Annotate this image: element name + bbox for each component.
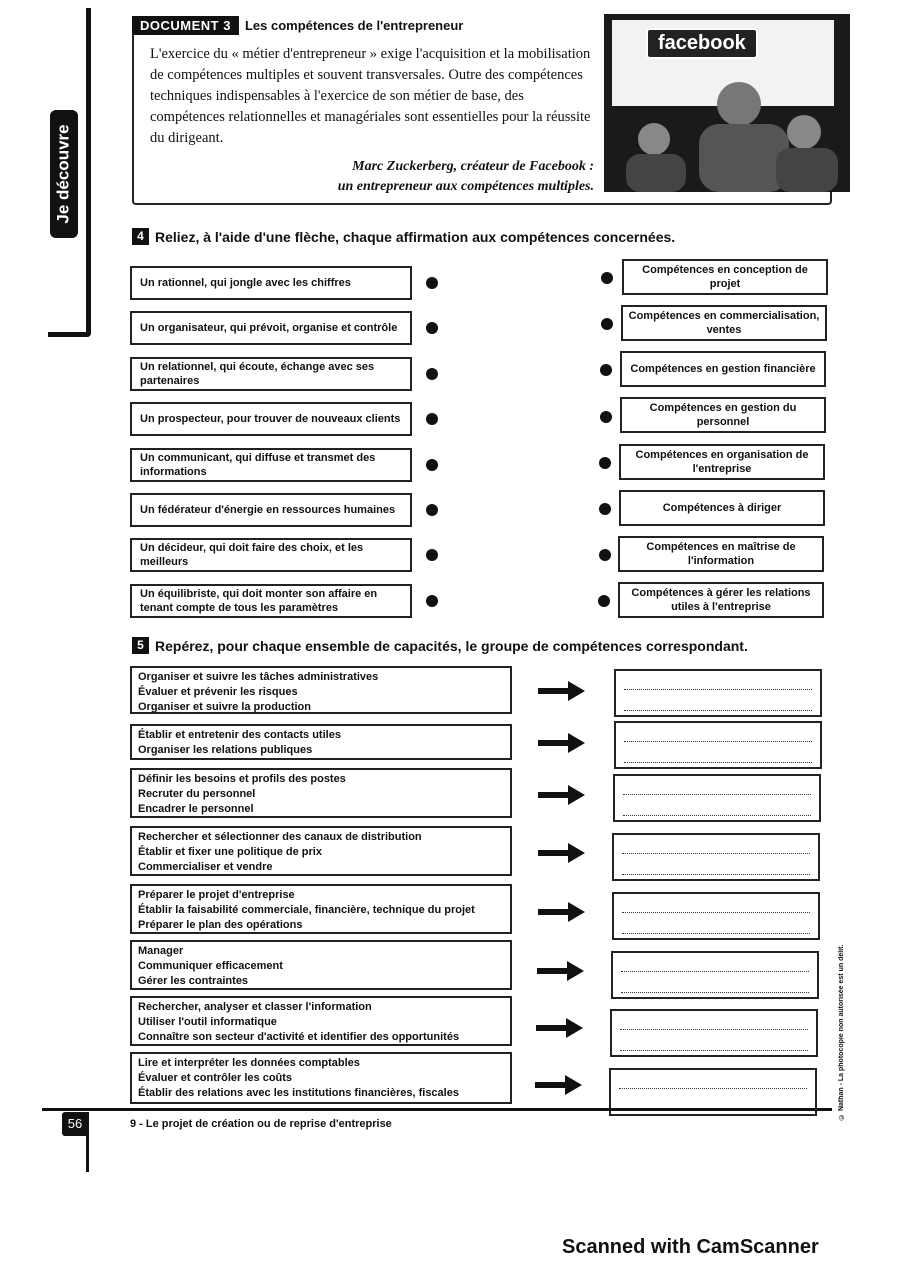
arrow-right-icon <box>536 1017 584 1039</box>
capacity-line: Établir des relations avec les institutions financières, fiscales <box>138 1087 459 1099</box>
arrow-right-icon <box>537 960 585 982</box>
section4-number: 4 <box>132 228 149 245</box>
capacity-line: Connaître son secteur d'activité et identifier des opportunités <box>138 1031 460 1043</box>
competence-box: Compétences à gérer les relations utiles à l'entreprise <box>618 582 824 618</box>
arrow-right-icon <box>538 784 586 806</box>
capacity-box <box>130 768 512 818</box>
facebook-logo: facebook <box>646 28 758 59</box>
zuckerberg-photo <box>604 14 850 192</box>
statement-dot[interactable] <box>426 277 438 289</box>
capacity-line: Rechercher, analyser et classer l'information <box>138 1001 372 1013</box>
page-number: 56 <box>62 1112 88 1136</box>
statement-box: Un organisateur, qui prévoit, organise et contrôle <box>130 311 412 345</box>
answer-field[interactable] <box>613 774 821 822</box>
arrow-right-icon <box>535 1074 583 1096</box>
document-header <box>132 14 463 36</box>
competence-dot[interactable] <box>600 364 612 376</box>
competence-box: Compétences en gestion du personnel <box>620 397 826 433</box>
capacity-box <box>130 1052 512 1104</box>
statement-dot[interactable] <box>426 549 438 561</box>
section4-header <box>132 228 675 246</box>
capacity-box <box>130 826 512 876</box>
capacity-line: Établir la faisabilité commerciale, financière, technique du projet <box>138 904 475 916</box>
section4-title: Reliez, à l'aide d'une flèche, chaque affirmation aux compétences concernées. <box>155 228 676 245</box>
competence-dot[interactable] <box>599 457 611 469</box>
copyright-notice: © Nathan - La photocopie non autorisée est un délit. <box>838 944 845 1120</box>
capacity-line: Évaluer et contrôler les coûts <box>138 1072 293 1084</box>
caption-line-2: un entrepreneur aux compétences multiples. <box>337 179 594 194</box>
capacity-box <box>130 940 512 990</box>
arrow-right-icon <box>538 842 586 864</box>
capacity-box <box>130 724 512 760</box>
document-title: Les compétences de l'entrepreneur <box>244 17 464 33</box>
competence-box: Compétences en maîtrise de l'information <box>618 536 824 572</box>
competence-dot[interactable] <box>598 595 610 607</box>
document-caption <box>250 157 594 197</box>
arrow-right-icon <box>538 901 586 923</box>
competence-box: Compétences à diriger <box>619 490 825 526</box>
competence-dot[interactable] <box>599 549 611 561</box>
competence-box: Compétences en gestion financière <box>620 351 826 387</box>
document-tag: DOCUMENT 3 <box>132 16 239 35</box>
competence-dot[interactable] <box>601 272 613 284</box>
capacity-line: Organiser et suivre la production <box>138 701 311 713</box>
answer-field[interactable] <box>612 833 820 881</box>
capacity-line: Organiser et suivre les tâches administratives <box>138 671 379 683</box>
capacity-line: Lire et interpréter les données comptables <box>138 1057 360 1069</box>
capacity-line: Communiquer efficacement <box>138 960 283 972</box>
document-text: L'exercice du « métier d'entrepreneur » exige l'acquisition et la mobilisation de compétences multiples et souvent transversales. Outre des compétences techniques indispensables à l'exercice de son métier de base, des compétences relationnelles et managériales sont essentielles pour la réussite du dirigeant. <box>150 46 591 146</box>
competence-dot[interactable] <box>599 503 611 515</box>
statement-box: Un communicant, qui diffuse et transmet des informations <box>130 448 412 482</box>
capacity-line: Préparer le projet d'entreprise <box>138 889 295 901</box>
answer-field[interactable] <box>610 1009 818 1057</box>
answer-field[interactable] <box>611 951 819 999</box>
statement-box: Un équilibriste, qui doit monter son affaire en tenant compte de tous les paramètres <box>130 584 412 618</box>
answer-field[interactable] <box>614 669 822 717</box>
competence-box: Compétences en commercialisation, ventes <box>621 305 827 341</box>
answer-field[interactable] <box>614 721 822 769</box>
capacity-line: Gérer les contraintes <box>138 975 249 987</box>
capacity-box <box>130 666 512 714</box>
statement-dot[interactable] <box>426 322 438 334</box>
competence-box: Compétences en conception de projet <box>622 259 828 295</box>
photo-people-icon <box>604 14 850 192</box>
statement-box: Un relationnel, qui écoute, échange avec ses partenaires <box>130 357 412 391</box>
caption-line-1: Marc Zuckerberg, créateur de Facebook : <box>352 159 594 174</box>
competence-dot[interactable] <box>600 411 612 423</box>
capacity-box <box>130 996 512 1046</box>
section5-number: 5 <box>132 637 149 654</box>
statement-dot[interactable] <box>426 368 438 380</box>
capacity-line: Organiser les relations publiques <box>138 744 313 756</box>
statement-dot[interactable] <box>426 459 438 471</box>
statement-box: Un fédérateur d'énergie en ressources humaines <box>130 493 412 527</box>
capacity-line: Préparer le plan des opérations <box>138 919 303 931</box>
capacity-line: Établir et entretenir des contacts utiles <box>138 729 341 741</box>
section5-title: Repérez, pour chaque ensemble de capacités, le groupe de compétences correspondant. <box>155 637 748 654</box>
answer-field[interactable] <box>612 892 820 940</box>
arrow-right-icon <box>538 732 586 754</box>
statement-box: Un rationnel, qui jongle avec les chiffres <box>130 266 412 300</box>
competence-dot[interactable] <box>601 318 613 330</box>
statement-dot[interactable] <box>426 413 438 425</box>
capacity-line: Manager <box>138 945 184 957</box>
capacity-line: Établir et fixer une politique de prix <box>138 846 322 858</box>
side-tab-label: Je découvre <box>50 110 78 238</box>
statement-dot[interactable] <box>426 504 438 516</box>
capacity-line: Rechercher et sélectionner des canaux de distribution <box>138 831 422 843</box>
capacity-box <box>130 884 512 934</box>
statement-box: Un décideur, qui doit faire des choix, et les meilleurs <box>130 538 412 572</box>
section5-header <box>132 637 748 655</box>
competence-box: Compétences en organisation de l'entreprise <box>619 444 825 480</box>
capacity-line: Encadrer le personnel <box>138 803 254 815</box>
statement-box: Un prospecteur, pour trouver de nouveaux clients <box>130 402 412 436</box>
statement-dot[interactable] <box>426 595 438 607</box>
capacity-line: Commercialiser et vendre <box>138 861 273 873</box>
capacity-line: Utiliser l'outil informatique <box>138 1016 277 1028</box>
capacity-line: Recruter du personnel <box>138 788 256 800</box>
scanner-watermark: Scanned with CamScanner <box>562 1236 819 1258</box>
chapter-title: 9 - Le projet de création ou de reprise d'entreprise <box>130 1118 392 1130</box>
arrow-right-icon <box>538 680 586 702</box>
footer-rule <box>42 1108 832 1111</box>
capacity-line: Définir les besoins et profils des postes <box>138 773 346 785</box>
capacity-line: Évaluer et prévenir les risques <box>138 686 298 698</box>
